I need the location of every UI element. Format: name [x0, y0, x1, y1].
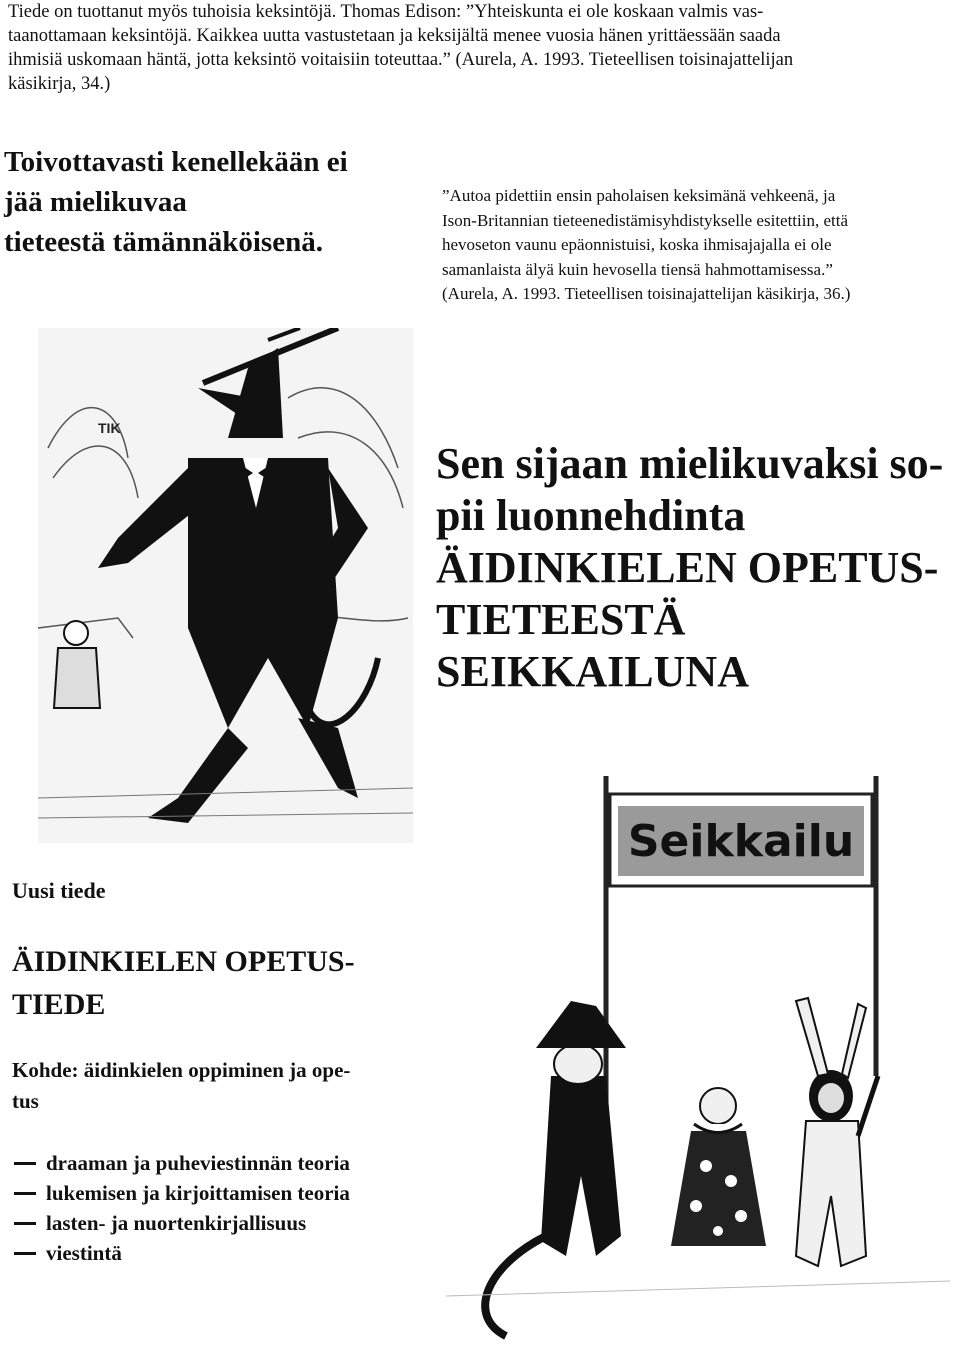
main-heading-line-2: pii luonnehdinta	[436, 491, 746, 540]
devil-scientist-illustration	[38, 328, 413, 843]
field-name-line-1: ÄIDINKIELEN OPETUS-	[12, 945, 355, 978]
dash-icon	[14, 1192, 36, 1195]
list-item	[14, 1178, 444, 1208]
new-science-label: Uusi tiede	[12, 878, 106, 903]
field-name	[12, 940, 432, 1026]
topic-label: lasten- ja nuortenkirjallisuus	[46, 1211, 307, 1235]
main-heading-line-4: TIETEESTÄ	[436, 595, 686, 644]
main-heading-line-3: ÄIDINKIELEN OPETUS-	[436, 543, 939, 592]
banner-label: Seikkailu	[627, 815, 855, 867]
main-heading	[436, 438, 956, 698]
dash-icon	[14, 1222, 36, 1225]
topic-label: lukemisen ja kirjoittamisen teoria	[46, 1181, 350, 1205]
quote-line-1: ”Autoa pidettiin ensin paholaisen keksimänä vehkeenä, ja	[442, 186, 836, 205]
quote-line-5: (Aurela, A. 1993. Tieteellisen toisinajattelijan käsikirja, 36.)	[442, 284, 851, 303]
topic-label: draaman ja puheviestinnän teoria	[46, 1151, 350, 1175]
left-heading-line-2: jää mielikuvaa	[4, 186, 187, 218]
intro-line-1: Tiede on tuottanut myös tuhoisia keksintöjä. Thomas Edison: ”Yhteiskunta ei ole koskaan valmis vas-	[8, 2, 764, 22]
intro-line-3: ihmisiä uskomaan häntä, jotta keksintö voitaisiin toteuttaa.” (Aurela, A. 1993. Tieteellisen toisinajattelijan	[8, 50, 794, 70]
left-heading-line-3: tieteestä tämännäköisenä.	[4, 226, 323, 258]
svg-text:TIK: TIK	[98, 420, 121, 436]
subject-line-1: Kohde: äidinkielen oppiminen ja ope-	[12, 1058, 351, 1082]
list-item	[14, 1238, 444, 1268]
intro-paragraph	[8, 0, 948, 96]
quote-line-2: Ison-Britannian tieteenedistämisyhdistykselle esitettiin, että	[442, 210, 849, 230]
adventure-illustration	[446, 776, 950, 1350]
dash-icon	[14, 1252, 36, 1255]
list-item	[14, 1148, 444, 1178]
subject-line-2: tus	[12, 1089, 39, 1113]
intro-line-2: taanottamaan keksintöjä. Kaikkea uutta vastustetaan ja keksijältä menee vuosia hänen yrittäessään saada	[8, 26, 781, 46]
main-heading-line-1: Sen sijaan mielikuvaksi so-	[436, 439, 944, 488]
topic-label: viestintä	[46, 1241, 122, 1265]
main-heading-line-5: SEIKKAILUNA	[436, 647, 749, 696]
quote-line-4: samanlaista älyä kuin hevosella tiensä hahmottamisessa.”	[442, 259, 833, 279]
list-item	[14, 1208, 444, 1238]
car-quote	[442, 184, 960, 307]
topics-list	[14, 1148, 444, 1268]
dash-icon	[14, 1162, 36, 1165]
subject-definition	[12, 1055, 432, 1117]
left-heading	[4, 142, 404, 262]
left-heading-line-1: Toivottavasti kenellekään ei	[4, 146, 348, 178]
quote-line-3: hevoseton vaunu epäonnistuisi, koska ihmisajajalla ei ole	[442, 235, 832, 254]
field-name-line-2: TIEDE	[12, 988, 106, 1021]
intro-line-4: käsikirja, 34.)	[8, 74, 111, 94]
